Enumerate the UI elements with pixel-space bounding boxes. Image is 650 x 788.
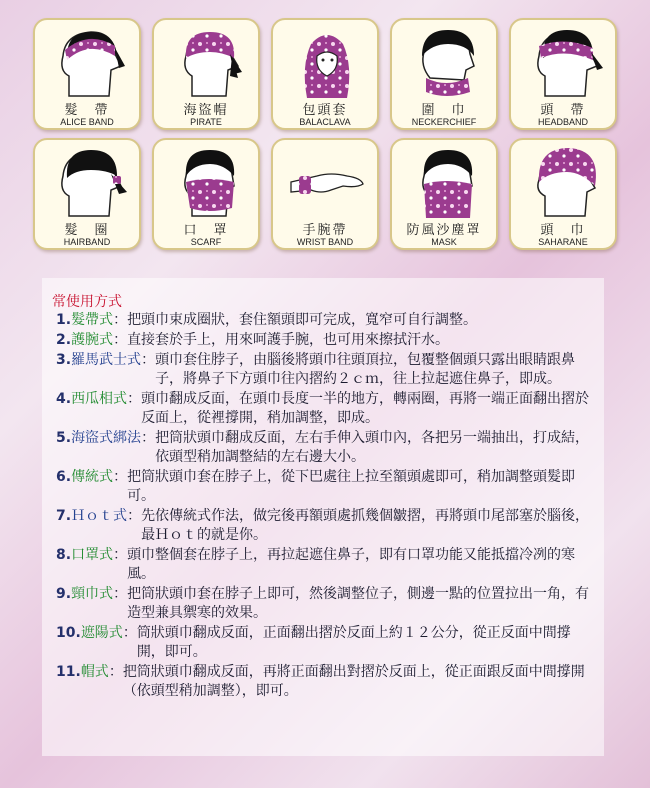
alice-band-icon (49, 26, 129, 98)
item-term: 頸巾式 (71, 586, 114, 602)
scarf-icon (168, 146, 248, 218)
item-term: 髮帶式 (71, 312, 114, 328)
usage-item: 7. Ｈｏｔ式 ： 先依傳統式作法，做完後再額頭處抓幾個皺摺，再將頭巾尾部塞於腦後，最Ｈｏｔ的就是你。 (56, 507, 596, 545)
card-scarf (152, 138, 260, 250)
usage-item: 9. 頸巾式 ： 把筒狀頭巾套在脖子上即可，然後調整位子，側邊一點的位置拉出一角，有造型兼具禦寒的效果。 (56, 585, 596, 623)
card-label-en: HEADBAND (537, 117, 588, 127)
hairband-icon (49, 146, 129, 218)
card-label-en: WRIST BAND (296, 237, 354, 247)
usage-heading: 常使用方式 (52, 294, 122, 310)
item-description: 把頭巾束成圈狀，套住額頭即可完成，寬窄可自行調整。 (127, 312, 478, 328)
item-term: Ｈｏｔ式 (71, 508, 128, 524)
item-description: 頭巾翻成反面，在頭巾長度一半的地方，轉兩圈，再將一端正面翻出摺於反面上，從裡撐開，稍加調整，即成。 (141, 391, 590, 426)
mask-icon (406, 146, 486, 218)
neckerchief-icon (406, 26, 486, 98)
usage-item: 8. 口罩式 ： 頭巾整個套在脖子上，再拉起遮住鼻子，即有口罩功能又能抵擋冷冽的寒風。 (56, 546, 596, 584)
item-description: 先依傳統式作法，做完後再額頭處抓幾個皺摺，再將頭巾尾部塞於腦後，最Ｈｏｔ的就是你。 (141, 508, 590, 543)
item-number: 2. (56, 332, 72, 348)
card-label-zh: 手腕帶 (302, 223, 348, 238)
card-label-zh: 圍 巾 (421, 103, 467, 118)
card-label-zh: 海盜帽 (183, 103, 229, 118)
card-label-zh: 髮 圈 (64, 223, 110, 238)
item-description: 把筒狀頭巾套在脖子上，從下巴處往上拉至額頭處即可，稍加調整頭髮即可。 (127, 469, 576, 504)
item-number: 9. (56, 586, 72, 602)
item-number: 11. (56, 664, 81, 680)
item-description: 頭巾套住脖子，由腦後將頭巾往頭頂拉，包覆整個頭只露出眼睛跟鼻子，將鼻子下方頭巾往內摺約２ｃｍ，往上拉起遮住鼻子，即成。 (155, 352, 576, 387)
pirate-icon (168, 26, 248, 98)
item-description: 把筒狀頭巾翻成反面，再將正面翻出對摺於反面上，從正面跟反面中間撐開（依頭型稍加調整），即可。 (122, 664, 585, 699)
card-label-zh: 頭 帶 (540, 103, 586, 118)
card-label-zh: 口 罩 (183, 223, 229, 238)
wrist-band-icon (287, 146, 367, 218)
card-pirate (152, 18, 260, 130)
saharane-icon (525, 146, 605, 218)
card-label-en: SCARF (190, 237, 222, 247)
item-description: 筒狀頭巾翻成反面，正面翻出摺於反面上約１２公分，從正反面中間撐開，即可。 (136, 625, 571, 660)
card-label-en: SAHARANE (538, 237, 588, 247)
card-headband (509, 18, 617, 130)
usage-item: 2. 護腕式 ： 直接套於手上，用來呵護手腕，也可用來擦拭汗水。 (56, 331, 596, 350)
usage-list (56, 311, 596, 702)
usage-item: 6. 傳統式 ： 把筒狀頭巾套在脖子上，從下巴處往上拉至額頭處即可，稍加調整頭髮即可。 (56, 468, 596, 506)
card-neckerchief (390, 18, 498, 130)
item-number: 10. (56, 625, 81, 641)
item-number: 6. (56, 469, 72, 485)
card-mask (390, 138, 498, 250)
card-saharane (509, 138, 617, 250)
item-term: 海盜式綁法 (71, 430, 142, 446)
item-term: 羅馬武士式 (71, 352, 142, 368)
card-label-en: HAIRBAND (63, 237, 111, 247)
item-number: 3. (56, 352, 72, 368)
item-number: 1. (56, 312, 72, 328)
item-term: 遮陽式 (80, 625, 123, 641)
usage-item: 3. 羅馬武士式 ： 頭巾套住脖子，由腦後將頭巾往頭頂拉，包覆整個頭只露出眼睛跟鼻子，將鼻子下方頭巾往內摺約２ｃｍ，往上拉起遮住鼻子，即成。 (56, 351, 596, 389)
item-term: 護腕式 (71, 332, 114, 348)
card-label-en: PIRATE (190, 117, 222, 127)
card-wrist-band (271, 138, 379, 250)
usage-item: 5. 海盜式綁法 ： 把筒狀頭巾翻成反面，左右手伸入頭巾內，各把另一端抽出，打成結，依頭型稍加調整結的左右邊大小。 (56, 429, 596, 467)
item-term: 口罩式 (71, 547, 114, 563)
item-term: 西瓜相式 (71, 391, 128, 407)
item-number: 4. (56, 391, 72, 407)
card-label-en: ALICE BAND (60, 117, 114, 127)
card-label-zh: 包頭套 (302, 103, 348, 118)
item-number: 5. (56, 430, 72, 446)
usage-item: 11. 帽式 ： 把筒狀頭巾翻成反面，再將正面翻出對摺於反面上，從正面跟反面中間撐開（依頭型稍加調整），即可。 (56, 663, 596, 701)
item-description: 直接套於手上，用來呵護手腕，也可用來擦拭汗水。 (127, 332, 450, 348)
usage-item: 1. 髮帶式 ： 把頭巾束成圈狀，套住額頭即可完成，寬窄可自行調整。 (56, 311, 596, 330)
card-label-zh: 頭 巾 (540, 223, 586, 238)
usage-item: 10. 遮陽式 ： 筒狀頭巾翻成反面，正面翻出摺於反面上約１２公分，從正反面中間撐開，即可。 (56, 624, 596, 662)
item-term: 帽式 (80, 664, 109, 680)
item-description: 把筒狀頭巾翻成反面，左右手伸入頭巾內，各把另一端抽出，打成結，依頭型稍加調整結的左右邊大小。 (155, 430, 590, 465)
item-number: 7. (56, 508, 72, 524)
item-number: 8. (56, 547, 72, 563)
card-hairband (33, 138, 141, 250)
card-balaclava (271, 18, 379, 130)
card-label-zh: 髮 帶 (64, 103, 110, 118)
item-term: 傳統式 (71, 469, 114, 485)
card-label-zh: 防風沙塵罩 (406, 223, 482, 238)
card-label-en: BALACLAVA (299, 117, 351, 127)
card-alice-band (33, 18, 141, 130)
item-description: 把筒狀頭巾套在脖子上即可，然後調整位子，側邊一點的位置拉出一角，有造型兼具禦寒的效果。 (127, 586, 590, 621)
card-label-en: MASK (431, 237, 457, 247)
card-label-en: NECKERCHIEF (411, 117, 477, 127)
headband-icon (525, 26, 605, 98)
balaclava-icon (287, 26, 367, 98)
usage-item: 4. 西瓜相式 ： 頭巾翻成反面，在頭巾長度一半的地方，轉兩圈，再將一端正面翻出摺於反面上，從裡撐開，稍加調整，即成。 (56, 390, 596, 428)
item-description: 頭巾整個套在脖子上，再拉起遮住鼻子，即有口罩功能又能抵擋冷冽的寒風。 (127, 547, 576, 582)
